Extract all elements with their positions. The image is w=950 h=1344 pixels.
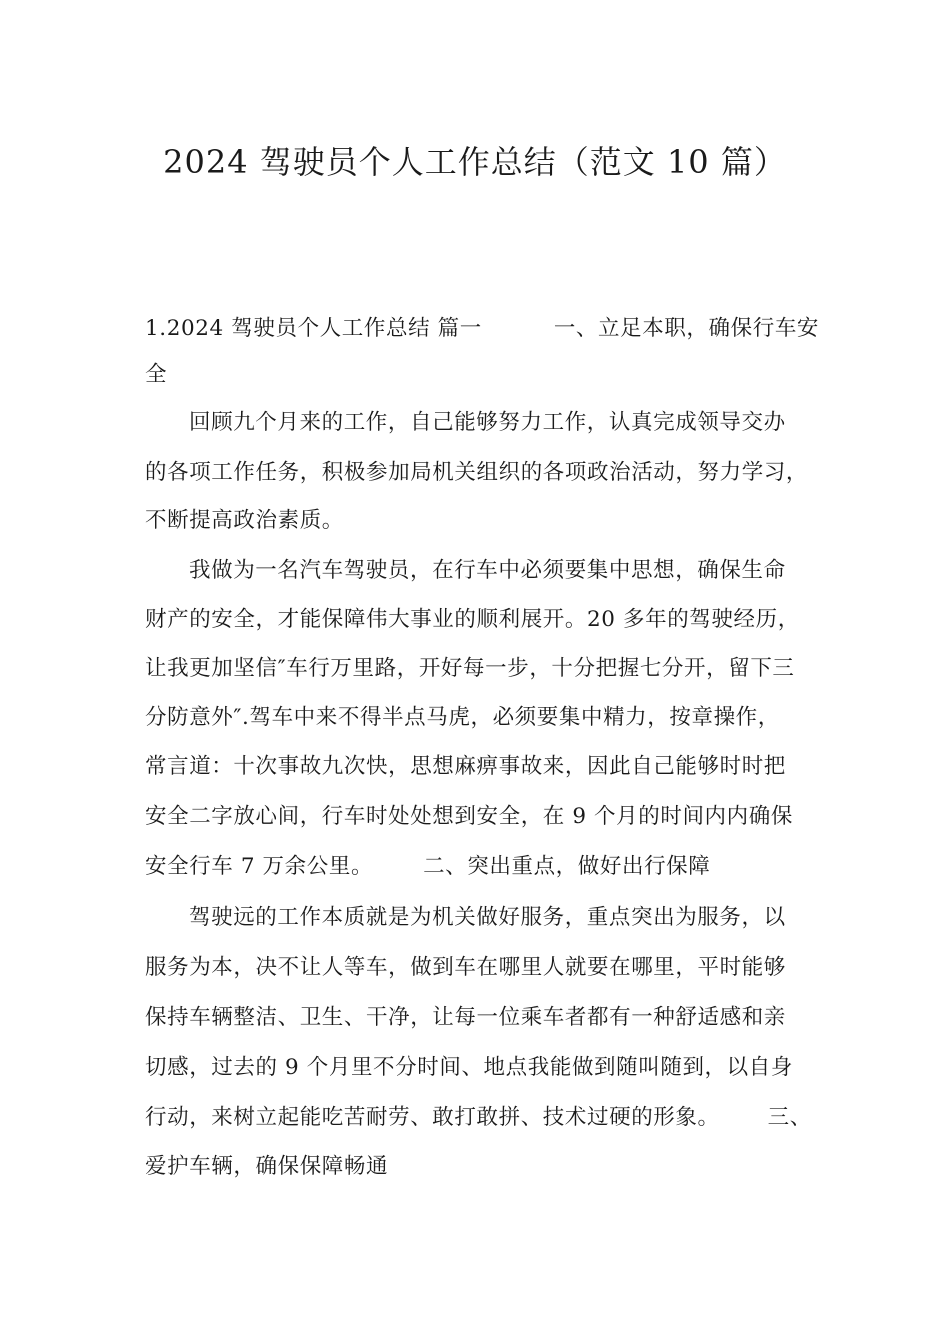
article-heading: 1.2024 驾驶员个人工作总结 篇一	[145, 316, 482, 341]
text-line: 保持车辆整洁、卫生、干净，让每一位乘车者都有一种舒适感和亲	[145, 1005, 786, 1030]
text-line: 安全二字放心间，行车时处处想到安全，在 9 个月的时间内内确保	[145, 804, 793, 829]
text-line: 让我更加坚信″车行万里路，开好每一步，十分把握七分开，留下三	[145, 656, 795, 681]
text-line: 不断提高政治素质。	[145, 508, 344, 533]
text-line: 服务为本，决不让人等车，做到车在哪里人就要在哪里，平时能够	[145, 955, 786, 980]
text-line: 财产的安全，才能保障伟大事业的顺利展开。20 多年的驾驶经历，	[145, 607, 800, 632]
text-line	[145, 1103, 812, 1133]
paragraph-first-line: 回顾九个月来的工作，自己能够努力工作，认真完成领导交办	[189, 410, 786, 435]
text-fragment: 行动，来树立起能吃苦耐劳、敢打敢拼、技术过硬的形象。	[145, 1105, 720, 1130]
subsection-heading: 一、立足本职，确保行车安	[553, 316, 820, 341]
text-line: 全	[145, 362, 168, 387]
subsection-heading: 二、突出重点，做好出行保障	[423, 854, 711, 879]
text-line: 分防意外″.驾车中来不得半点马虎，必须要集中精力，按章操作，	[145, 705, 780, 730]
paragraph-first-line: 我做为一名汽车驾驶员，在行车中必须要集中思想，确保生命	[189, 558, 786, 583]
subsection-heading: 三、	[767, 1105, 812, 1130]
text-line: 常言道：十次事故九次快，思想麻痹事故来，因此自己能够时时把	[145, 754, 786, 779]
paragraph-first-line: 驾驶远的工作本质就是为机关做好服务，重点突出为服务，以	[189, 905, 786, 930]
text-fragment: 安全行车 7 万余公里。	[145, 854, 374, 879]
text-line: 的各项工作任务，积极参加局机关组织的各项政治活动，努力学习，	[145, 460, 809, 485]
section-heading-line	[145, 314, 819, 344]
subsection-heading: 爱护车辆，确保保障畅通	[145, 1154, 389, 1179]
text-line	[145, 852, 710, 882]
text-line: 切感，过去的 9 个月里不分时间、地点我能做到随叫随到，以自身	[145, 1055, 793, 1080]
document-title: 2024 驾驶员个人工作总结（范文 10 篇）	[163, 143, 787, 181]
